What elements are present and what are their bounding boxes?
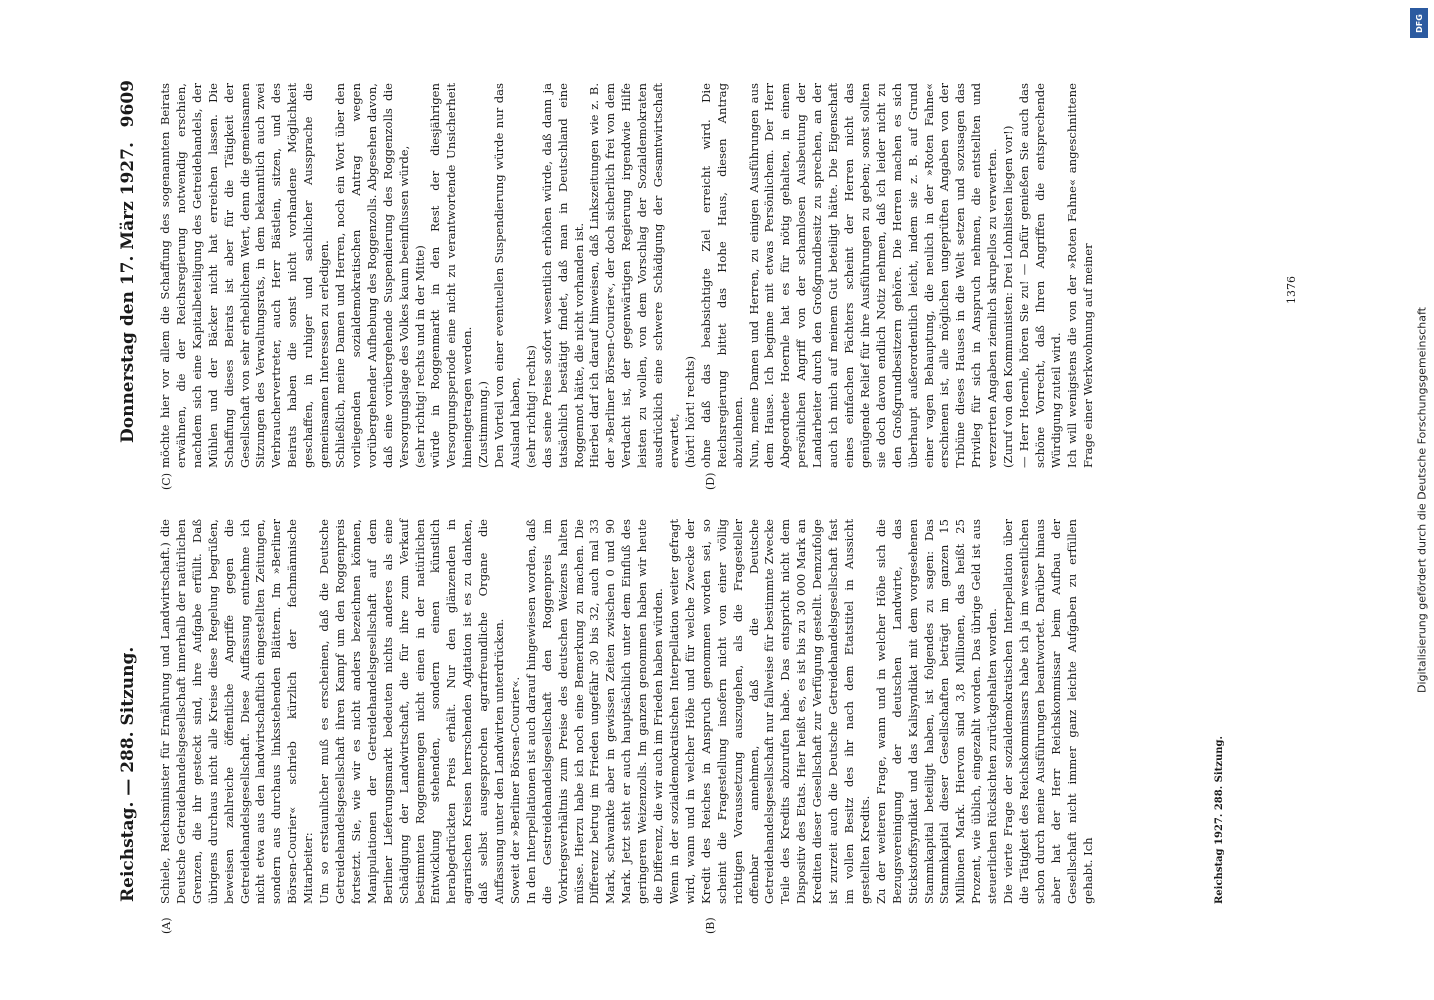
paragraph: Nun, meine Damen und Herren, zu einigen Ausführungen aus dem Hause. Ich beginne mit etwas Persönlichem. Der Herr Abgeordnete Hoernle hat es für nötig gehalten, in einem persönlichen Angriff von der schamlosen Ausbeutung der Landarbeiter durch den Großgrundbesitz zu sprechen, an der auch ich mich auf meinem Gut beteiligt hätte. Die Eigenschaft eines einfachen Pächters scheint der Herren nicht das genügende Relief für ihre Ausführungen zu geben; sonst sollten sie doch davon endlich Notiz nehmen, daß ich leider nicht zu den Großgrundbesitzern gehöre. Die Herren machen es sich überhaupt außerordentlich leicht, indem sie z. B. auf Grund einer vagen Behauptung, die neulich in der »Roten Fahne« erschienen ist, alle möglichen ungeprüften Angaben von der Tribüne dieses Hauses in die Welt setzen und sozusagen das Privileg für sich in Anspruch nehmen, die entstellten und verzerrten Angaben ziemlich skrupellos zu verwerten. [746, 83, 1000, 468]
paragraph: Soweit der »Berliner Börsen-Courier«. [507, 676, 522, 904]
paragraph: das seine Preise sofort wesentlich erhöhen würde, daß dann ja tatsächlich bestätigt findet, daß man in Deutschland eine Roggennot hätte, die nicht vorhanden ist. [539, 83, 586, 468]
right-text-column [158, 83, 1096, 468]
newspaper-page [102, 60, 1332, 940]
header-session: Reichstag. — 288. Sitzung. [118, 646, 138, 902]
section-marker-c: (C) [160, 473, 173, 490]
paragraph: Zu der weiteren Frage, wann und in welcher Höhe sich die Bezugsvereinigung der deutschen Landwirte, das Stickstoffsyndikat und das Kalisyndikat mit dem vorgesehenen Stammkapital beteiligt haben, ist folgendes zu sagen: Das Stammkapital dieser Gesellschaften beträgt im ganzen 15 Millionen Mark. Hiervon sind 3,8 Millionen, das heißt 25 Prozent, wie üblich, eingezahlt worden. Das übrige Geld ist aus steuerlichen Rücksichten zurückgehalten worden. [873, 519, 1000, 904]
paragraph: (Zuruf von den Kommunisten: Drei Lohnlisten liegen vor!) [1001, 125, 1016, 468]
section-marker-b: (B) [704, 917, 717, 934]
paragraph: (sehr richtig! rechts und in der Mitte) [412, 245, 427, 468]
digitization-credit: Digitalisierung gefördert durch die Deutsche Forschungsgemeinschaft [1415, 307, 1429, 693]
paragraph: möchte hier vor allem die Schaffung des sogenannten Beirats erwähnen, die der Reichsregierung notwendig erschien, nachdem sich eine Kapitalbeteiligung des Getreidehandels, der Mühlen und der Bäcker nicht hat erreichen lassen. Die Schaffung dieses Beirats ist aber für die Tätigkeit der Gesellschaft von sehr erheblichem Wert, denn die gemeinsamen Sitzungen des Verwaltungsrats, in dem bekanntlich auch zwei Verbrauchervertreter, auch Herr Bästlein, sitzen, und des Beirats haben die sonst nicht vorhandene Möglichkeit geschaffen, in ruhiger und sachlicher Aussprache die gemeinsamen Interessen zu erledigen. [158, 83, 332, 468]
page-number: 9609 [118, 80, 138, 128]
paragraph: (sehr richtig! rechts) [523, 345, 538, 468]
section-marker-a: (A) [160, 917, 173, 934]
paragraph: (hört! hört! rechts) [682, 355, 697, 468]
paragraph: Die vierte Frage der sozialdemokratischen Interpellation über die Tätigkeit des Reichskommissars habe ich ja im wesentlichen schon durch meine Ausführungen beantwortet. Darüber hinaus aber hat der Herr Reichskommissar beim Aufbau der Gesellschaft nicht immer ganz leichte Aufgaben zu erfüllen gehabt. Ich [1001, 519, 1095, 904]
left-text-column [158, 519, 1096, 904]
paragraph: Schiele, Reichsminister für Ernährung und Landwirtschaft.) die Deutsche Getreidehandelsgesellschaft innerhalb der natürlichen Grenzen, die ihr gesteckt sind, ihre Aufgabe erfüllt. Daß übrigens durchaus nicht alle Kreise diese Regelung begrüßen, beweisen zahlreiche öffentliche Angriffe gegen die Getreidehandelsgesellschaft. Diese Auffassung entnehme ich nicht etwa aus den landwirtschaftlich eingestellten Zeitungen, sondern aus durchaus linksstehenden Blättern. Im »Berliner Börsen-Courier« schrieb kürzlich der fachmännische Mitarbeiter: [158, 519, 316, 904]
paragraph: Hierbei darf ich darauf hinweisen, daß Linkszeitungen wie z. B. der »Berliner Börsen-Courier«, der doch sicherlich frei von dem Verdacht ist, der gegenwärtigen Regierung irgendwie Hilfe leisten zu wollen, von dem Vorschlag der Sozialdemokraten ausdrücklich eine schwere Schädigung der Gesamtwirtschaft erwartet, [587, 83, 681, 468]
paragraph: ohne daß das beabsichtigte Ziel erreicht wird. Die Reichsregierung bittet das Hohe Haus, diesen Antrag abzulehnen. [698, 83, 745, 468]
paragraph: Wenn in der sozialdemokratischen Interpellation weiter gefragt wird, wann und in welcher Höhe und für welche Zwecke der Kredit des Reiches in Anspruch genommen worden sei, so scheint die Fragestellung insofern nicht von einer völlig richtigen Voraussetzung auszugehen, als die Fragesteller offenbar annehmen, daß die Deutsche Getreidehandelsgesellschaft nur fallweise für bestimmte Zwecke Teile des Kredits abzurufen habe. Das entspricht nicht dem Dispositiv des Etats. Hier heißt es, es ist bis zu 30 000 Mark an Krediten dieser Gesellschaft zur Verfügung gestellt. Demzufolge ist zurzeit auch die Deutsche Getreidehandelsgesellschaft fast im vollen Besitz des ihr nach dem Etatstitel in Aussicht gestellten Kredits. [667, 519, 872, 904]
paragraph: Schließlich, meine Damen und Herren, noch ein Wort über den vorliegenden sozialdemokratischen Antrag wegen vorübergehender Aufhebung des Roggenzolls. Abgesehen davon, daß eine vorübergehende Suspendierung des Roggenzolls die Versorgungslage des Volkes kaum beeinflussen würde, [332, 83, 411, 468]
paragraph: Um so erstaunlicher muß es erscheinen, daß die Deutsche Getreidehandelsgesellschaft ihren Kampf um den Roggenpreis fortsetzt. Sie, wie wir es nicht anders bezeichnen können, Manipulationen der Getreidehandelsgesellschaft auf dem Berliner Lieferungsmarkt bedeuten nichts anderes als eine Schädigung der Landwirtschaft, die für ihre zum Verkauf bestimmten Roggenmengen nicht einen in der natürlichen Entwicklung stehenden, sondern einen künstlich herabgedrückten Preis erhält. Nur den glänzenden in agrarischen Kreisen herrschenden Agitation ist es zu danken, daß selbst ausgesprochen agrarfreundliche Organe die Auffassung unter den Landwirten unterdrücken. [317, 519, 507, 904]
footer-session-note: Reichstag 1927. 288. Sitzung. [1214, 736, 1225, 904]
dfg-logo-icon [1410, 8, 1428, 38]
paragraph: (Zustimmung.) [476, 381, 491, 468]
dfg-logo-text: DFG [1414, 13, 1424, 33]
paragraph: — Herr Hoernle, hören Sie zu! — Dafür genießen Sie auch das schöne Vorrecht, daß Ihren Angriffen die entsprechende Würdigung zuteil wird. [1016, 83, 1063, 468]
paragraph: würde in Roggenmarkt in den Rest der diesjährigen Versorgungsperiode eine nicht zu verantwortende Unsicherheit hineingetragen werden. [428, 83, 475, 468]
footer-sheet-number: 1376 [1285, 276, 1298, 304]
section-marker-d: (D) [704, 472, 717, 490]
paragraph: Ich will wenigstens die von der »Roten Fahne« angeschnittene Frage einer Werkwohnung auf meiner [1064, 83, 1095, 468]
paragraph: Den Vorteil von einer eventuellen Suspendierung würde nur das Ausland haben, [492, 83, 522, 468]
page-header [110, 76, 150, 916]
paragraph: In den Interpellationen ist auch darauf hingewiesen worden, daß die Gestreidehandelsgesellschaft den Roggenpreis im Vorkriegsverhältnis zum Preise des deutschen Weizens halten müsse. Hierzu habe ich noch eine Bemerkung zu machen. Die Differenz betrug im Frieden ungefähr 30 bis 32, auch mal 33 Mark, schwankte aber in gewissen Zeiten zwischen 0 und 90 Mark. Jetzt steht er auch hauptsächlich unter dem Einfluß des geringeren Weizenzolls. Im ganzen genommen haben wir heute die Differenz, die wir auch im Frieden haben würden. [523, 519, 666, 904]
header-date: Donnerstag den 17. März 1927. [118, 142, 138, 443]
